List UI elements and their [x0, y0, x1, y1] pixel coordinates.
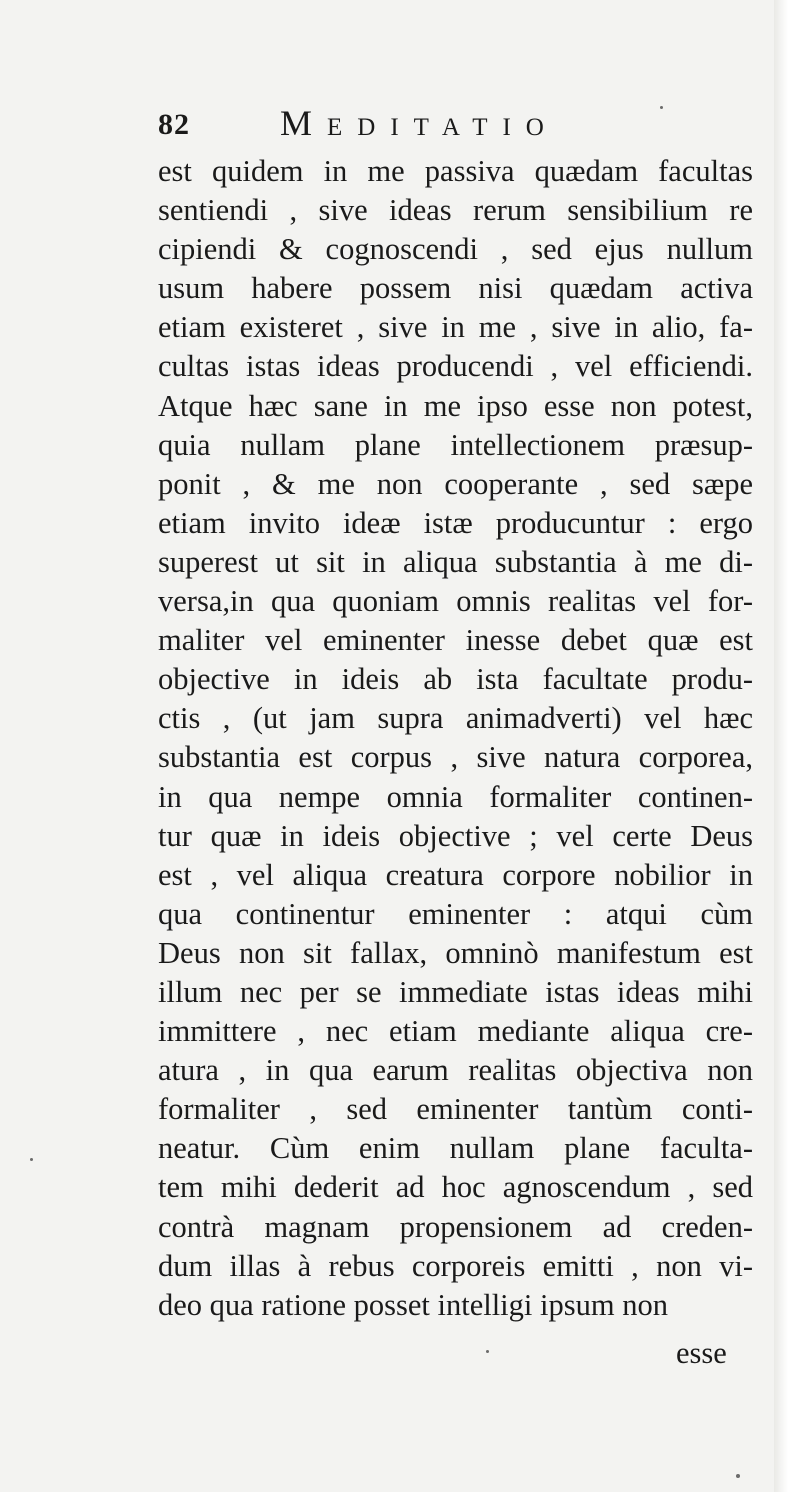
text-line: cipiendi & cognoscendi , sed ejus nullum — [158, 232, 753, 267]
text-line: quia nullam plane intellectionem præsup- — [158, 427, 753, 462]
text-line: maliter vel eminenter inesse debet quæ est — [158, 623, 753, 658]
text-line: superest ut sit in aliqua substantia à me di- — [158, 544, 753, 579]
text-line: illum nec per se immediate istas ideas mihi — [158, 974, 753, 1009]
text-line: versa,in qua quoniam omnis realitas vel for- — [158, 584, 753, 619]
text-line: deo qua ratione posset intelligi ipsum non — [158, 1287, 668, 1322]
text-line: qua continentur eminenter : atqui cùm — [158, 896, 753, 931]
body-text — [158, 152, 753, 1325]
text-line: immittere , nec etiam mediante aliqua cre- — [158, 1014, 753, 1049]
running-head: Meditatio — [280, 103, 559, 143]
text-line: contrà magnam propensionem ad creden- — [158, 1209, 753, 1244]
text-line: in qua nempe omnia formaliter continen- — [158, 779, 753, 814]
text-line: formaliter , sed eminenter tantùm conti- — [158, 1092, 753, 1127]
ink-speck — [736, 1474, 740, 1478]
ink-speck — [486, 1350, 489, 1353]
text-line: etiam invito ideæ istæ producuntur : ergo — [158, 505, 753, 540]
text-line: Atque hæc sane in me ipso esse non potest, — [158, 388, 753, 423]
page-edge — [774, 0, 788, 1492]
text-line: cultas istas ideas producendi , vel efficiendi. — [158, 349, 753, 384]
ink-speck — [30, 1158, 33, 1161]
text-line: substantia est corpus , sive natura corporea, — [158, 740, 753, 775]
text-line: usum habere possem nisi quædam activa — [158, 271, 753, 306]
text-line: est , vel aliqua creatura corpore nobilior in — [158, 857, 753, 892]
text-line: atura , in qua earum realitas objectiva non — [158, 1053, 753, 1088]
catchword: esse — [676, 1336, 727, 1370]
text-line: sentiendi , sive ideas rerum sensibilium re — [158, 193, 753, 228]
text-line: tem mihi dederit ad hoc agnoscendum , sed — [158, 1170, 753, 1205]
text-line: tur quæ in ideis objective ; vel certe Deus — [158, 818, 753, 853]
text-line: objective in ideis ab ista facultate produ- — [158, 662, 753, 697]
text-line: Deus non sit fallax, omninò manifestum est — [158, 935, 753, 970]
page-number: 82 — [158, 108, 190, 141]
page-header — [158, 102, 718, 148]
text-line: dum illas à rebus corporeis emitti , non vi- — [158, 1248, 753, 1283]
ink-speck — [660, 106, 663, 109]
text-line: est quidem in me passiva quædam facultas — [158, 154, 753, 188]
text-line: ctis , (ut jam supra animadverti) vel hæc — [158, 701, 753, 736]
text-line: neatur. Cùm enim nullam plane faculta- — [158, 1131, 753, 1166]
text-line: ponit , & me non cooperante , sed sæpe — [158, 466, 753, 501]
text-line: etiam existeret , sive in me , sive in alio, fa- — [158, 310, 753, 345]
